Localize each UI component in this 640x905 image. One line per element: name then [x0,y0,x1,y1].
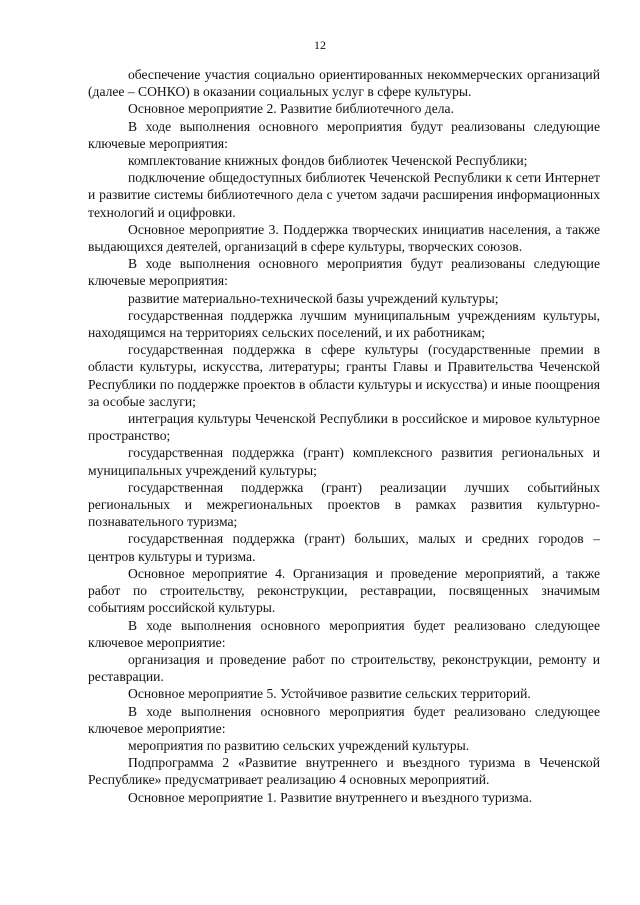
paragraph: подключение общедоступных библиотек Чеченской Республики к сети Интернет и развитие системы библиотечного дела с учетом задачи расширения информационных технологий и оцифровки. [88,170,600,220]
paragraph: Основное мероприятие 3. Поддержка творческих инициатив населения, а также выдающихся деятелей, организаций в сфере культуры, творческих союзов. [88,221,600,255]
paragraph: Основное мероприятие 2. Развитие библиотечного дела. [128,101,454,117]
paragraph: мероприятия по развитию сельских учреждений культуры. [128,737,470,753]
page-number: 12 [314,38,326,52]
paragraph: государственная поддержка в сфере культуры (государственные премии в области культуры, искусства, литературы; гранты Главы и Правительства Чеченской Республики по поддержке проектов в области культуры и искусства) и иные поощрения за особые заслуги; [88,342,600,409]
paragraph: государственная поддержка (грант) комплексного развития региональных и муниципальных учреждений культуры; [88,445,600,478]
paragraph: интеграция культуры Чеченской Республики в российское и мировое культурное пространство; [88,411,600,444]
paragraph: комплектование книжных фондов библиотек Чеченской Республики; [128,153,528,169]
paragraph: В ходе выполнения основного мероприятия будут реализованы следующие ключевые мероприятия: [88,256,600,289]
document-body [88,66,600,806]
paragraph: Подпрограмма 2 «Развитие внутреннего и въездного туризма в Чеченской Республике» предусматривает реализацию 4 основных мероприятий. [88,755,600,788]
paragraph: развитие материально-технической базы учреждений культуры; [128,290,499,306]
paragraph: В ходе выполнения основного мероприятия будут реализованы следующие ключевые мероприятия: [88,118,600,151]
paragraph: Основное мероприятие 4. Организация и проведение мероприятий, а также работ по строительству, реконструкции, реставрации, посвященных значимым событиям российской культуры. [88,565,600,616]
paragraph: обеспечение участия социально ориентированных некоммерческих организаций (далее – СОНКО) в оказании социальных услуг в сфере культуры. [88,67,600,100]
paragraph: государственная поддержка лучшим муниципальным учреждениям культуры, находящимся на территориях сельских поселений, и их работникам; [88,307,600,341]
paragraph: Основное мероприятие 5. Устойчивое развитие сельских территорий. [128,686,531,702]
paragraph: организация и проведение работ по строительству, реконструкции, ремонту и реставрации. [88,651,600,685]
paragraph: В ходе выполнения основного мероприятия будет реализовано следующее ключевое мероприятие: [88,703,600,736]
paragraph: Основное мероприятие 1. Развитие внутреннего и въездного туризма. [128,789,533,805]
paragraph: В ходе выполнения основного мероприятия будет реализовано следующее ключевое мероприятие: [88,617,600,650]
paragraph: государственная поддержка (грант) реализации лучших событийных региональных и межрегиональных проектов в рамках развития культурно-познавательного туризма; [88,479,600,530]
paragraph: государственная поддержка (грант) больших, малых и средних городов – центров культуры и туризма. [88,531,600,564]
